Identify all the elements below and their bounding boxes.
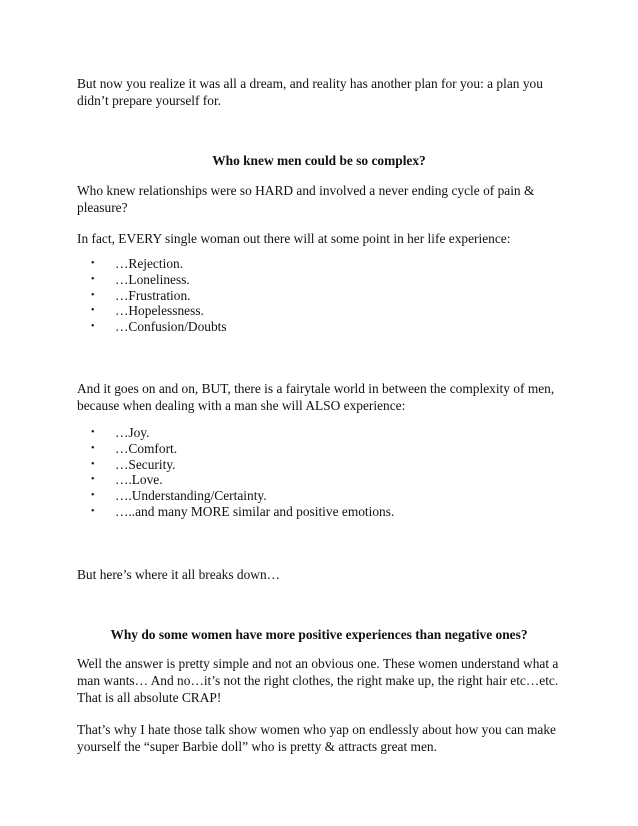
bullet-icon: • (91, 442, 95, 454)
list-item: • …Confusion/Doubts (91, 319, 227, 335)
positive-experiences-list (77, 425, 557, 520)
paragraph-relationships: Who knew relationships were so HARD and involved a never ending cycle of pain & pleasure? (77, 183, 535, 215)
bullet-icon: • (91, 273, 95, 285)
paragraph-answer: Well the answer is pretty simple and not an obvious one. These women understand what a man wants… And no…it’s not the right clothes, the right make up, the right hair etc…etc. That is all absolute CRAP! (77, 656, 559, 705)
list-item: • …Rejection. (91, 256, 184, 271)
paragraph-fairytale: And it goes on and on, BUT, there is a fairytale world in between the complexity of men, because when dealing with a man she will ALSO experience: (77, 381, 555, 413)
bullet-icon: • (91, 474, 95, 486)
bullet-icon: • (91, 458, 95, 470)
bullet-icon: • (91, 505, 95, 517)
bullet-icon: • (91, 490, 95, 502)
list-item: • ….Understanding/Certainty. (91, 488, 267, 504)
list-item: • …Frustration. (91, 287, 191, 303)
bullet-icon: • (91, 289, 95, 301)
list-item: • …Comfort. (91, 440, 178, 456)
negative-experiences-list (77, 256, 557, 335)
paragraph-breaks-down: But here’s where it all breaks down… (77, 567, 281, 582)
list-item: • ….Love. (91, 472, 163, 488)
heading-complex: Who knew men could be so complex? (212, 153, 426, 168)
list-item: • …Loneliness. (91, 271, 190, 287)
bullet-icon: • (91, 321, 95, 333)
bullet-icon: • (91, 305, 95, 317)
list-item: • …..and many MORE similar and positive emotions. (91, 503, 395, 519)
paragraph-dream: But now you realize it was all a dream, and reality has another plan for you: a plan you didn’t prepare yourself for. (77, 76, 543, 108)
bullet-icon: • (91, 427, 95, 438)
bullet-icon: • (91, 258, 95, 269)
list-item: • …Hopelessness. (91, 303, 204, 319)
paragraph-in-fact: In fact, EVERY single woman out there will at some point in her life experience: (77, 231, 511, 246)
heading-why-positive: Why do some women have more positive experiences than negative ones? (110, 627, 528, 642)
list-item: • …Joy. (91, 425, 150, 440)
list-item: • …Security. (91, 456, 176, 472)
paragraph-talk-show: That’s why I hate those talk show women who yap on endlessly about how you can make yourself the “super Barbie doll” who is pretty & attracts great men. (77, 722, 556, 754)
